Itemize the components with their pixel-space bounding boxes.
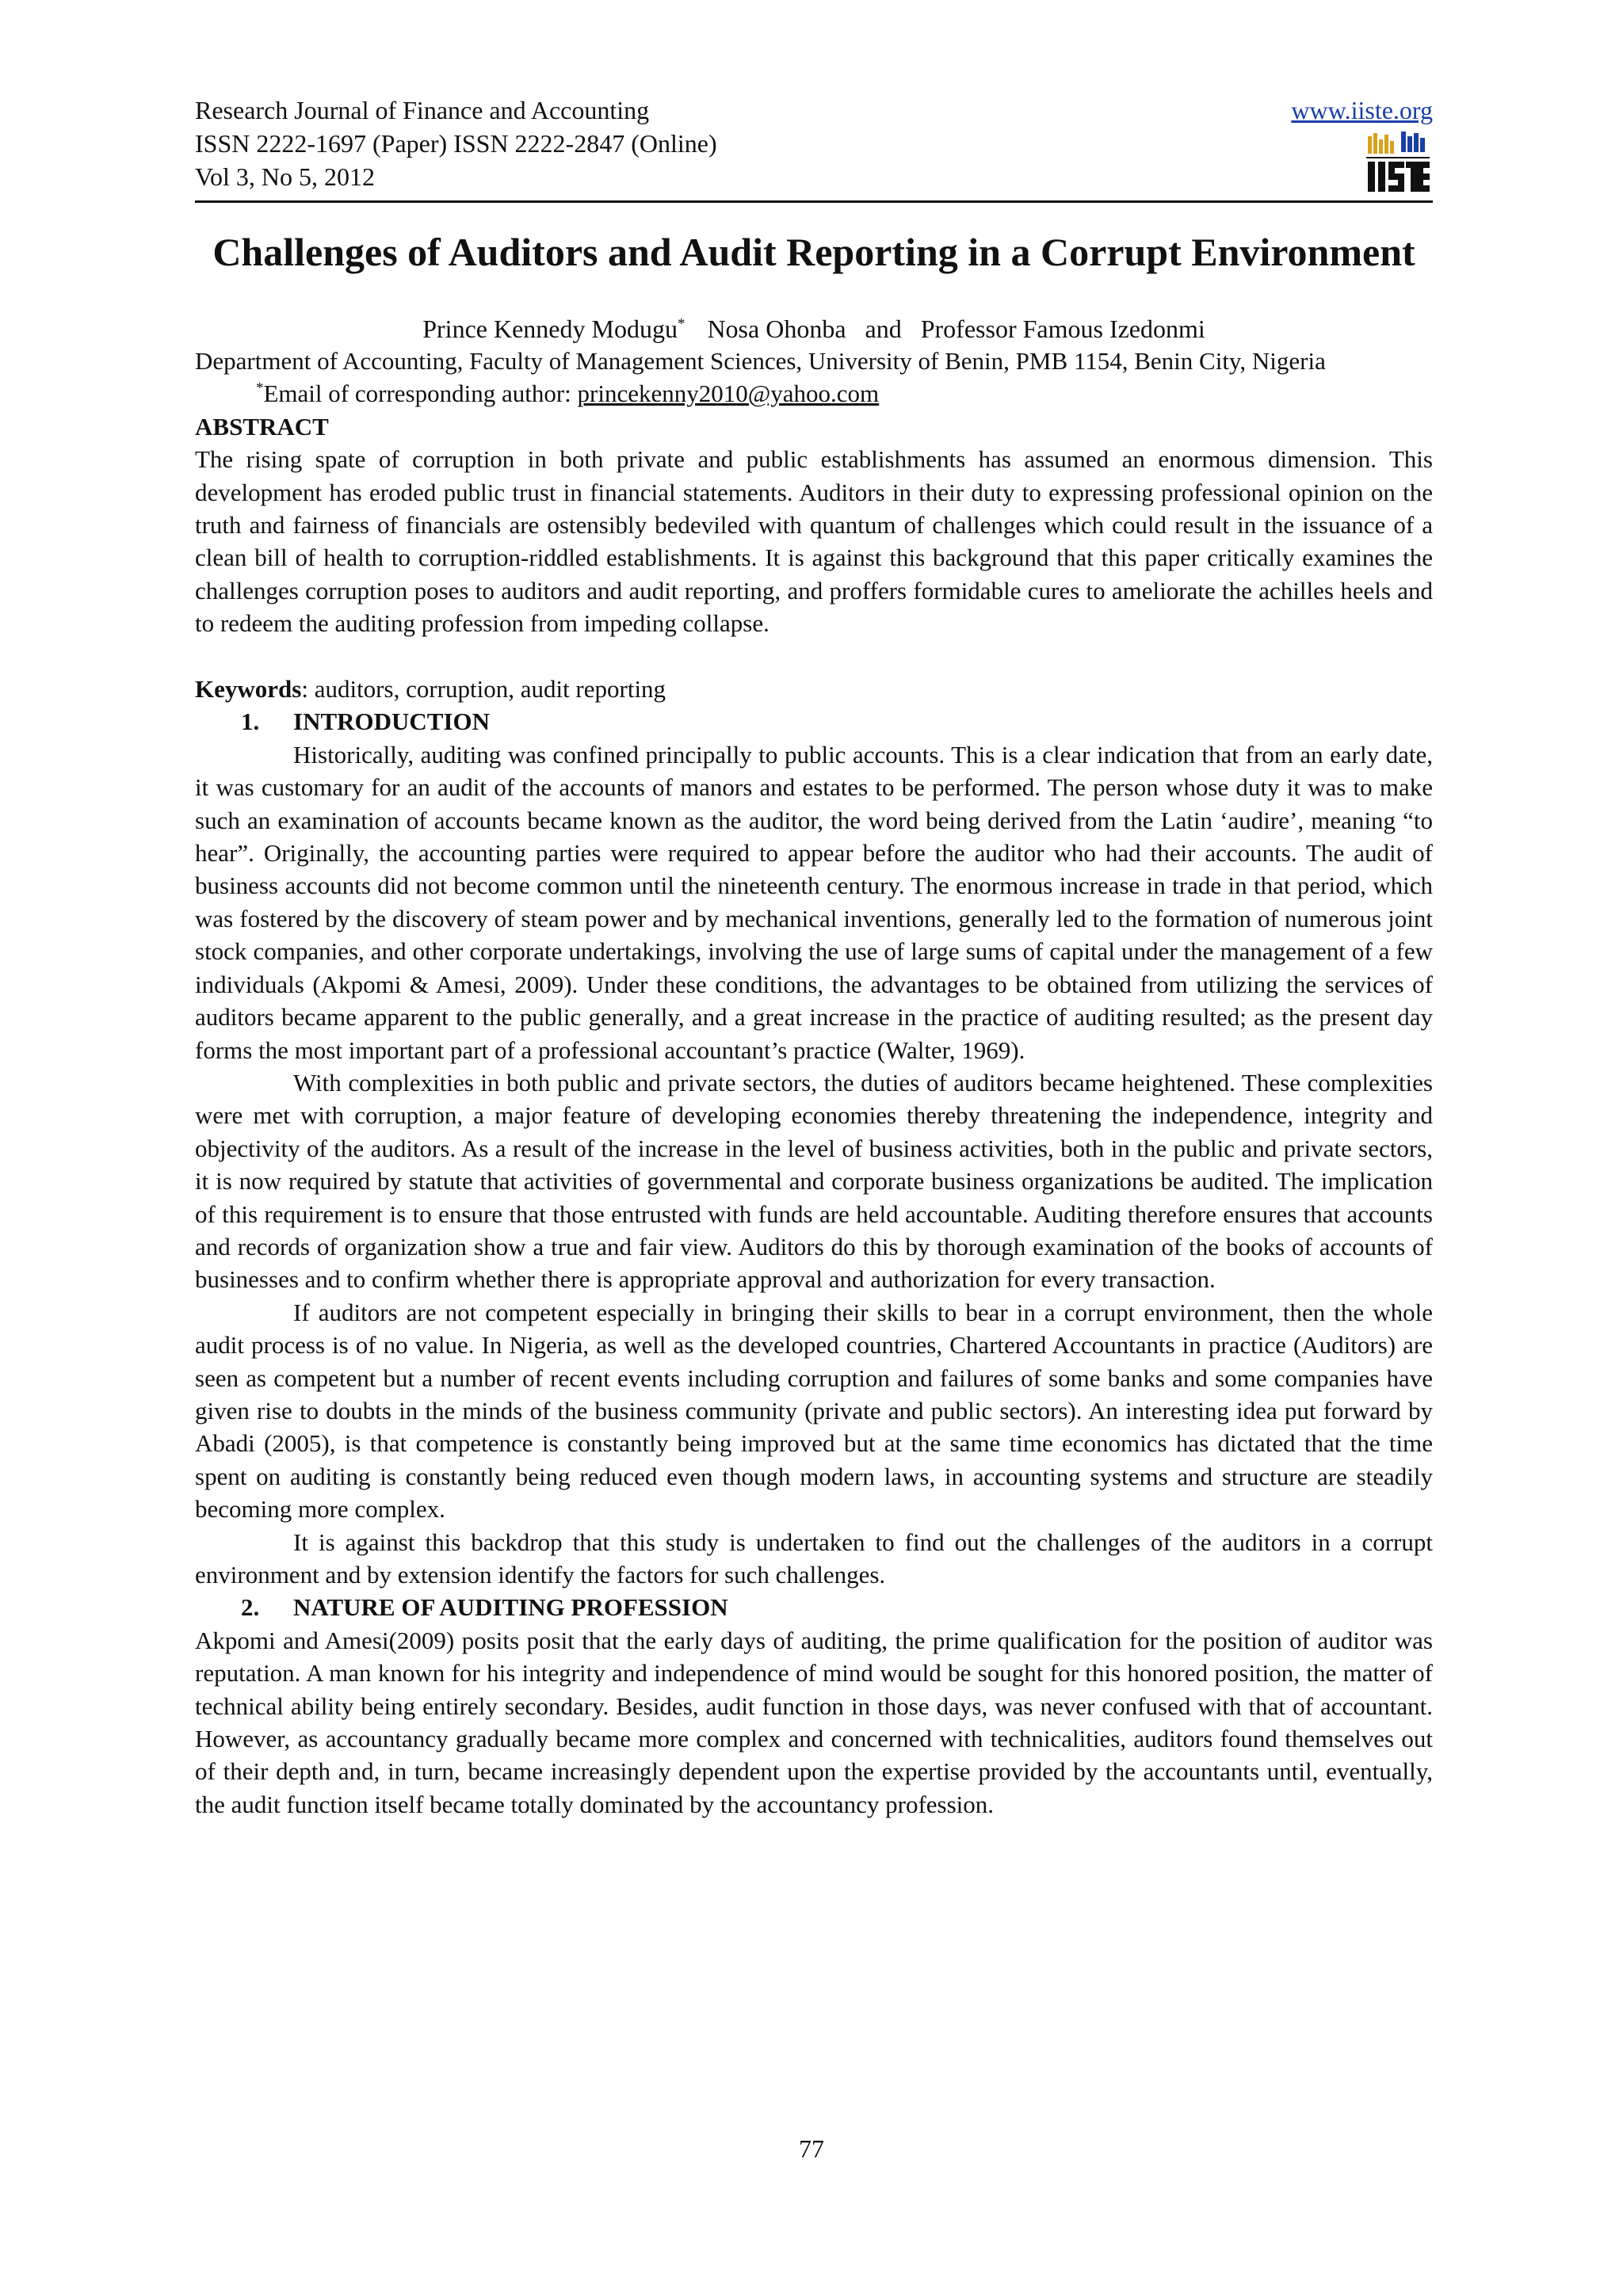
section-1-paragraph-3: If auditors are not competent especially in bringing their skills to bear in a corrupt environment, then the whole audit process is of no value. In Nigeria, as well as the developed countries, Chartered Accountants in practice (Auditors) are seen as competent but a number of recent events including corruption and failures of some banks and some companies have given rise to doubts in the minds of the business community (private and public sectors). An interesting idea put forward by Abadi (2005), is that competence is constantly being improved but at the same time economics has dictated that the time spent on auditing is constantly being reduced even though modern laws, in accounting systems and structure are steadily becoming more complex. xyxy=(195,1298,1433,1524)
abstract-heading: ABSTRACT xyxy=(195,412,329,441)
abstract-text: The rising spate of corruption in both private and public establishments has assumed an enormous dimension. This development has eroded public trust in financial statements. Auditors in their duty to expressing professional opinion on the truth and fairness of financials are ostensibly bedeviled with quantum of challenges which could result in the issuance of a clean bill of health to corruption-riddled establishments. It is against this background that this paper critically examines the challenges corruption poses to auditors and audit reporting, and proffers formidable cures to ameliorate the achilles heels and to redeem the auditing profession from impeding collapse. xyxy=(195,445,1433,638)
affiliation: Department of Accounting, Faculty of Management Sciences, University of Benin, PMB 1154, Benin City, Nigeria xyxy=(195,347,1326,375)
section-1-title: INTRODUCTION xyxy=(293,707,491,736)
section-2-heading xyxy=(195,1591,1433,1623)
correspondence-marker: * xyxy=(256,380,264,398)
correspondence-label: Email of corresponding author: xyxy=(263,379,571,408)
section-2-paragraph-1: Akpomi and Amesi(2009) posits posit that the early days of auditing, the prime qualification for the position of auditor was reputation. A man known for his integrity and independence of mind would be sought for this honored position, the matter of technical ability being entirely secondary. Besides, audit function in those days, was never confused with that of accountant. However, as accountancy gradually became more complex and concerned with technicalities, auditors found themselves out of their depth and, in turn, became increasingly dependent upon the expertise provided by the accountants until, eventually, the audit function itself became totally dominated by the accountancy profession. xyxy=(195,1626,1433,1818)
section-1-paragraph-4: It is against this backdrop that this study is undertaken to find out the challenges of the auditors in a corrupt environment and by extension identify the factors for such challenges. xyxy=(195,1527,1433,1589)
section-1-paragraph-2: With complexities in both public and private sectors, the duties of auditors became heightened. These complexities were met with corruption, a major feature of developing economies thereby threatening the independence, integrity and objectivity of the auditors. As a result of the increase in the level of business activities, both in the public and private sectors, it is now required by statute that activities of governmental and corporate business organizations be audited. The implication of this requirement is to ensure that those entrusted with funds are held accountable. Auditing therefore ensures that accounts and records of organization show a true and fair view. Auditors do this by thorough examination of the books of accounts of businesses and to confirm whether there is appropriate approval and authorization for every transaction. xyxy=(195,1068,1433,1294)
page-content xyxy=(195,93,1433,1821)
section-1-heading xyxy=(195,705,1433,738)
paper-title: Challenges of Auditors and Audit Reporting in a Corrupt Environment xyxy=(212,230,1415,274)
author-2: Nosa Ohonba xyxy=(707,315,846,343)
corresponding-email-link[interactable]: princekenny2010@yahoo.com xyxy=(577,379,880,408)
correspondence-line xyxy=(195,377,1433,410)
iiste-logo xyxy=(1366,130,1430,195)
section-1-paragraph-1: Historically, auditing was confined principally to public accounts. This is a clear indication that from an early date, it was customary for an audit of the accounts of manors and estates to be performed. The person whose duty it was to make such an examination of accounts became known as the auditor, the word being derived from the Latin ‘audire’, meaning “to hear”. Originally, the accounting parties were required to appear before the auditor who had their accounts. The audit of business accounts did not become common until the nineteenth century. The enormous increase in trade in that period, which was fostered by the discovery of steam power and by mechanical inventions, generally led to the formation of numerous joint stock companies, and other corporate undertakings, involving the use of large sums of capital under the management of a few individuals (Akpomi & Amesi, 2009). Under these conditions, the advantages to be obtained from utilizing the services of auditors became apparent to the public generally, and a great increase in the practice of auditing resulted; as the present day forms the most important part of a professional accountant’s practice (Walter, 1969). xyxy=(195,740,1433,1064)
author-conjunction: and xyxy=(865,315,902,343)
section-2-number: 2. xyxy=(241,1593,260,1622)
page-number: 77 xyxy=(799,2134,824,2163)
author-line xyxy=(195,313,1433,345)
section-1-number: 1. xyxy=(241,707,260,736)
website-link[interactable]: www.iiste.org xyxy=(1291,96,1433,124)
journal-name: Research Journal of Finance and Accounting xyxy=(195,96,650,124)
section-2-title: NATURE OF AUDITING PROFESSION xyxy=(293,1593,728,1622)
author-1: Prince Kennedy Modugu xyxy=(422,315,678,343)
journal-issn: ISSN 2222-1697 (Paper) ISSN 2222-2847 (Online) xyxy=(195,129,717,158)
keywords-line xyxy=(195,673,1433,705)
journal-header xyxy=(195,93,1433,203)
corresponding-marker: * xyxy=(677,315,685,333)
keywords-text: : auditors, corruption, audit reporting xyxy=(301,675,666,704)
journal-volume: Vol 3, No 5, 2012 xyxy=(195,162,375,191)
author-3: Professor Famous Izedonmi xyxy=(920,315,1205,343)
keywords-label: Keywords xyxy=(195,675,302,704)
